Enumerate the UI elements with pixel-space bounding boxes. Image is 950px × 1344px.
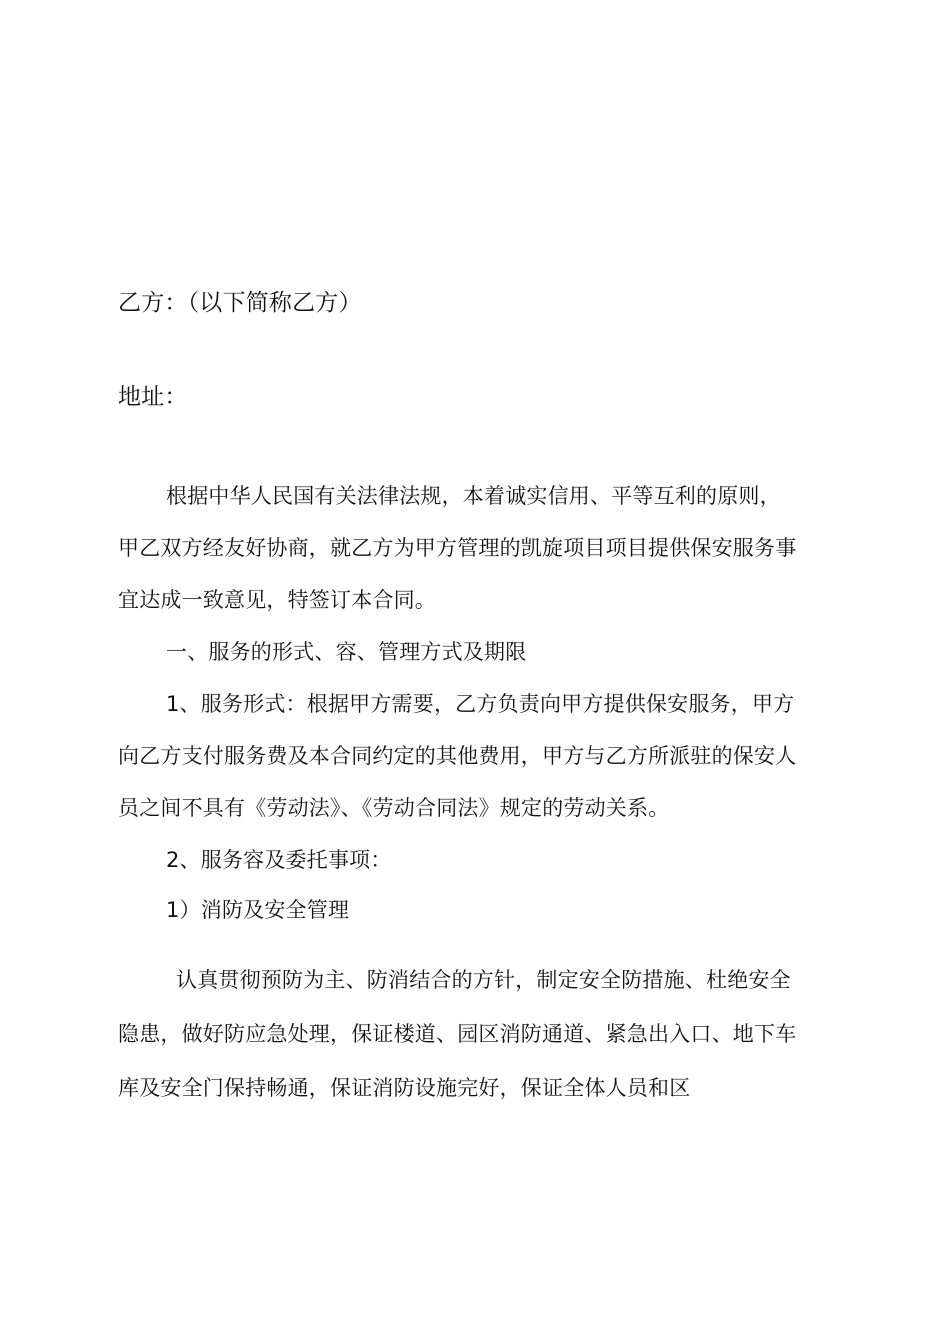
item1-line-1: 1、服务形式：根据甲方需要，乙方负责向甲方提供保安服务，甲方: [166, 692, 795, 716]
intro-line-1: 根据中华人民国有关法律法规，本着诚实信用、平等互利的原则，: [166, 484, 781, 508]
fire-safety-line-2: 隐患，做好防应急处理，保证楼道、园区消防通道、紧急出入口、地下车: [118, 1022, 797, 1046]
section-heading: 一、服务的形式、容、管理方式及期限: [166, 640, 527, 664]
address-line: 地址：: [118, 384, 188, 410]
intro-line-2: 甲乙双方经友好协商，就乙方为甲方管理的凯旋项目项目提供保安服务事: [118, 536, 797, 560]
fire-safety-line-3: 库及安全门保持畅通，保证消防设施完好，保证全体人员和区: [118, 1076, 691, 1100]
party-b-line: 乙方：（以下简称乙方）: [118, 290, 362, 316]
item2-line: 2、服务容及委托事项：: [166, 848, 392, 872]
sub1-heading: 1）消防及安全管理: [166, 898, 350, 922]
intro-line-3: 宜达成一致意见，特签订本合同。: [118, 588, 436, 612]
item1-line-2: 向乙方支付服务费及本合同约定的其他费用，甲方与乙方所派驻的保安人: [118, 744, 797, 768]
item1-line-3: 员之间不具有《劳动法》、《劳动合同法》规定的劳动关系。: [118, 796, 670, 820]
fire-safety-line-1: 认真贯彻预防为主、防消结合的方针，制定安全防措施、杜绝安全: [176, 968, 791, 992]
